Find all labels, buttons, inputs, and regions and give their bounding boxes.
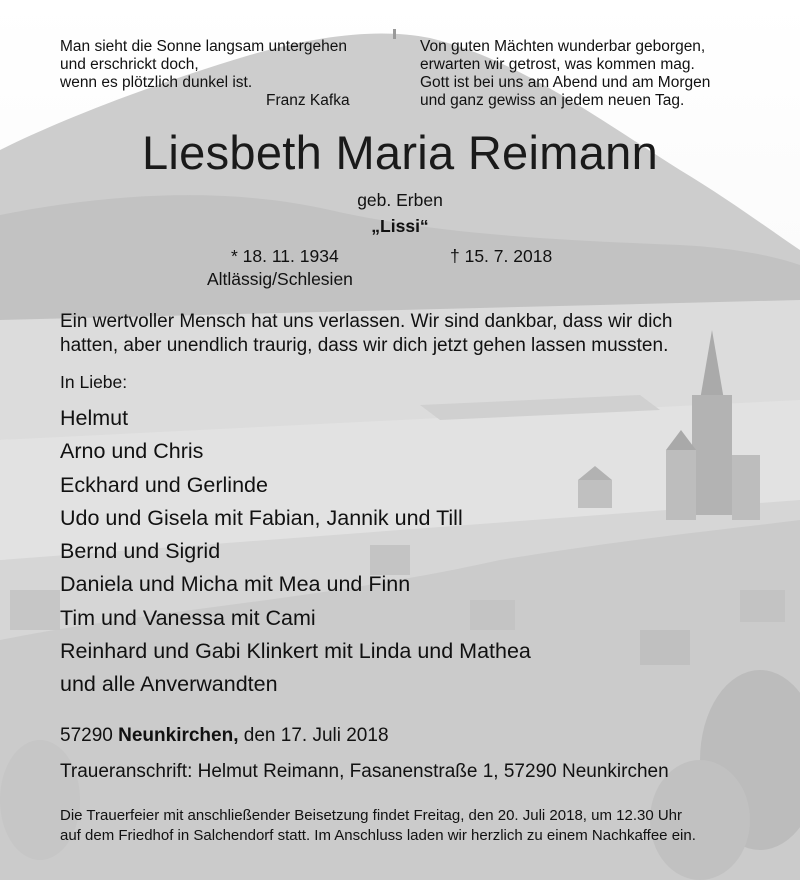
poem-right-line: und ganz gewiss an jedem neuen Tag. <box>420 92 685 109</box>
zip-code: 57290 <box>60 725 113 746</box>
deceased-name: Liesbeth Maria Reimann <box>141 126 659 179</box>
family-member: Udo und Gisela mit Fabian, Jannik und Till <box>60 505 463 530</box>
poem-left-line: wenn es plötzlich dunkel ist. <box>60 74 253 91</box>
poem-right-line: erwarten wir getrost, was kommen mag. <box>420 56 695 73</box>
in-love-label: In Liebe: <box>60 372 128 392</box>
birthplace: Altlässig/Schlesien <box>207 269 353 289</box>
family-member: Bernd und Sigrid <box>60 539 221 564</box>
message-line: Ein wertvoller Mensch hat uns verlassen. Wir sind dankbar, dass wir dich <box>60 311 673 332</box>
poem-right-line: Gott ist bei uns am Abend und am Morgen <box>420 74 711 91</box>
family-member: Eckhard und Gerlinde <box>60 472 268 497</box>
poem-right <box>420 38 710 110</box>
family-member: und alle Anverwandten <box>60 672 278 697</box>
family-member: Helmut <box>60 406 129 430</box>
birth-date: * 18. 11. 1934 <box>231 246 339 266</box>
poem-left-line: und erschrickt doch, <box>60 56 199 73</box>
poem-author: Franz Kafka <box>266 92 350 109</box>
family-member: Arno und Chris <box>60 439 204 464</box>
message-line: hatten, aber unendlich traurig, dass wir dich jetzt gehen lassen mussten. <box>60 335 669 356</box>
birth-name: geb. Erben <box>357 190 443 210</box>
family-list <box>60 402 531 702</box>
funeral-line: auf dem Friedhof in Salchendorf statt. Im Anschluss laden wir herzlich zu einem Nachkaffee ein. <box>60 827 696 844</box>
poem-right-line: Von guten Mächten wunderbar geborgen, <box>420 38 706 55</box>
death-date: † 15. 7. 2018 <box>450 246 553 266</box>
family-member: Reinhard und Gabi Klinkert mit Linda und Mathea <box>60 639 531 664</box>
family-member: Daniela und Micha mit Mea und Finn <box>60 572 411 597</box>
funeral-info <box>60 806 696 846</box>
city: Neunkirchen, <box>118 725 239 746</box>
poem-left <box>60 38 350 110</box>
mourning-address: Traueranschrift: Helmut Reimann, Fasanenstraße 1, 57290 Neunkirchen <box>60 761 669 782</box>
poem-left-line: Man sieht die Sonne langsam untergehen <box>60 38 347 55</box>
family-member: Tim und Vanessa mit Cami <box>60 605 316 630</box>
funeral-line: Die Trauerfeier mit anschließender Beisetzung findet Freitag, den 20. Juli 2018, um 12.30 Uhr <box>60 807 683 824</box>
nickname: „Lissi“ <box>371 216 429 236</box>
message <box>60 310 672 358</box>
date: den 17. Juli 2018 <box>243 725 389 746</box>
place-date <box>60 724 389 748</box>
